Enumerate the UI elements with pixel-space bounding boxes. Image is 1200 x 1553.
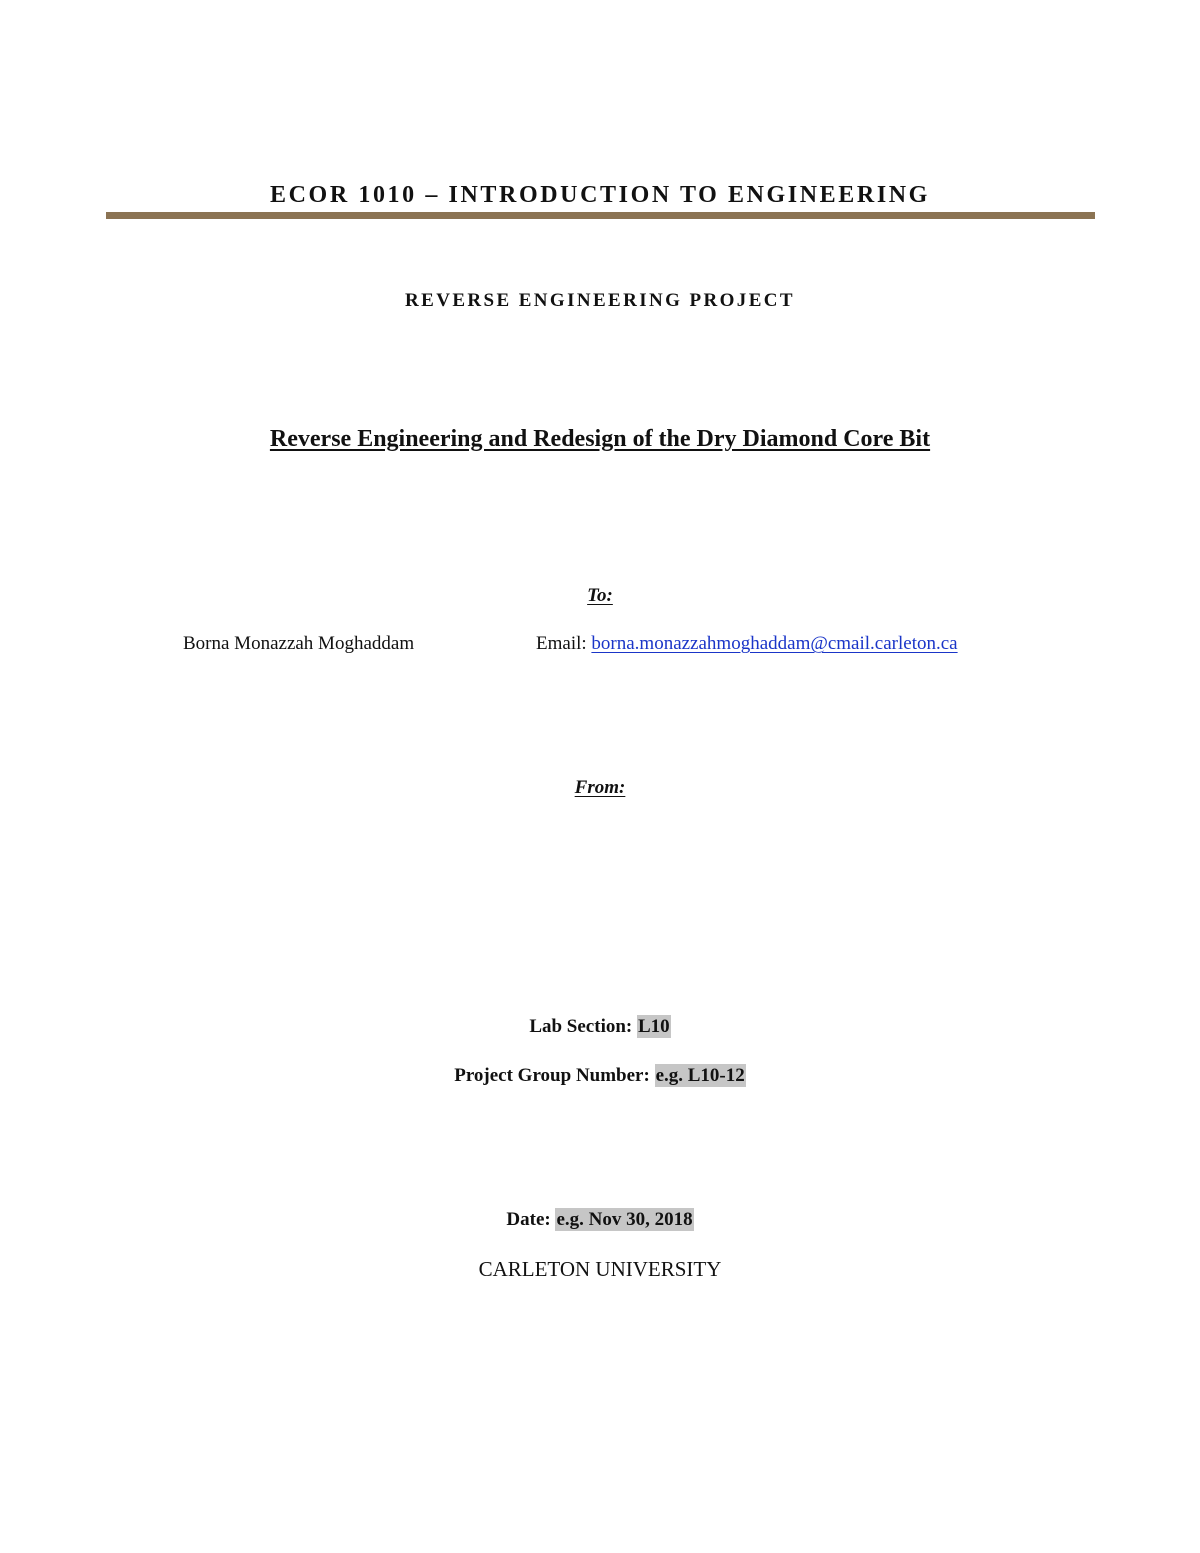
project-group-line (0, 1065, 1200, 1087)
lab-section-label: Lab Section: (529, 1016, 633, 1037)
email-line (536, 633, 958, 655)
project-group-value: e.g. L10-12 (655, 1065, 745, 1086)
report-title: Reverse Engineering and Redesign of the Dry Diamond Core Bit (269, 426, 931, 452)
date-value: e.g. Nov 30, 2018 (556, 1209, 693, 1230)
project-group-label: Project Group Number: (454, 1065, 650, 1086)
from-label (0, 777, 1200, 799)
to-label (0, 585, 1200, 607)
email-label: Email: (536, 633, 587, 654)
email-link[interactable]: borna.monazzahmoghaddam@cmail.carleton.ca (591, 633, 958, 654)
date-line (0, 1209, 1200, 1231)
university-name: CARLETON UNIVERSITY (478, 1257, 722, 1281)
course-title: ECOR 1010 – INTRODUCTION TO ENGINEERING (270, 182, 930, 208)
to-label-text: To: (587, 585, 613, 606)
title-rule (106, 212, 1095, 219)
from-label-text: From: (574, 777, 626, 798)
date-label: Date: (506, 1209, 551, 1230)
recipient-name: Borna Monazzah Moghaddam (183, 633, 415, 654)
project-subtitle: REVERSE ENGINEERING PROJECT (405, 290, 795, 311)
lab-section-line (0, 1016, 1200, 1038)
lab-section-value: L10 (638, 1016, 670, 1037)
